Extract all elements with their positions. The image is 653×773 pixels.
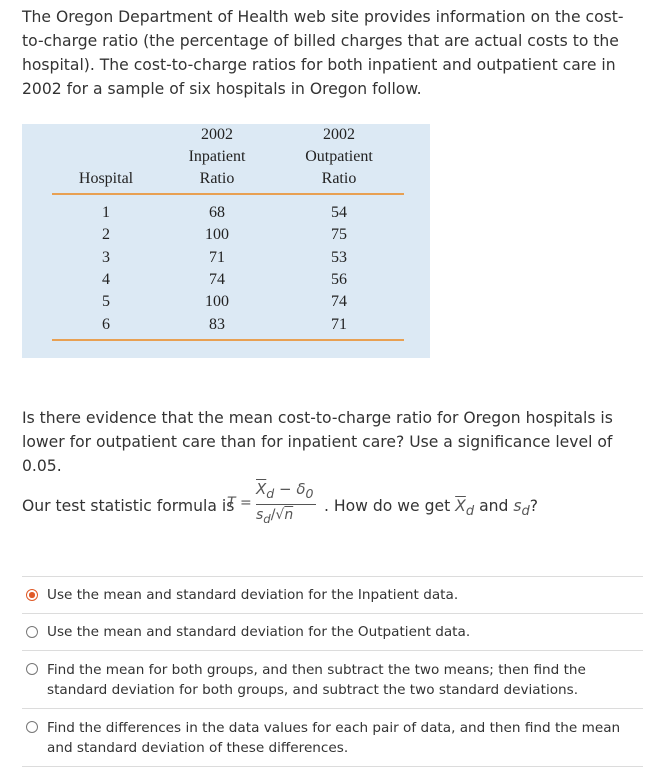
- answer-option-label: Find the differences in the data values for each pair of data, and then find the mean and standard deviation of these differences.: [47, 720, 621, 756]
- answer-option-label: Use the mean and standard deviation for the Inpatient data.: [47, 587, 459, 603]
- outpatient-ratio: 75: [331, 226, 347, 244]
- answer-options: [22, 576, 643, 767]
- answer-option-4[interactable]: [22, 708, 643, 767]
- outpatient-ratio: 74: [331, 293, 347, 311]
- outpatient-header-year: 2002: [323, 126, 355, 143]
- outpatient-ratio: 53: [331, 248, 347, 266]
- inpatient-ratio: 83: [209, 315, 225, 333]
- outpatient-header-label: Outpatient: [305, 148, 373, 165]
- hospital-number: 5: [102, 293, 110, 311]
- hospital-number: 2: [102, 226, 110, 244]
- formula-fraction: [252, 480, 322, 536]
- hospital-number: 4: [102, 270, 110, 288]
- inpatient-ratio: 68: [209, 204, 225, 221]
- formula-label: Our test statistic formula is: [22, 497, 235, 515]
- inpatient-ratio: 74: [209, 270, 225, 288]
- radio-selected-icon[interactable]: [26, 589, 38, 601]
- table-header-rule: [52, 193, 404, 195]
- formula-followup: . How do we get $\overline{X}_d$ and $s_d$?: [324, 497, 539, 520]
- inpatient-header-label: Inpatient: [188, 148, 246, 165]
- answer-option-label: Find the mean for both groups, and then subtract the two means; then find the standard deviation for both groups, and subtract the two standard deviations.: [47, 662, 586, 698]
- table-footer-rule: [52, 339, 404, 341]
- outpatient-ratio: 54: [331, 204, 347, 221]
- inpatient-ratio: 71: [209, 248, 225, 266]
- formula-lhs: T =: [227, 495, 252, 511]
- formula-denominator: $s_d/√n$: [256, 507, 294, 526]
- outpatient-ratio: 71: [331, 315, 347, 333]
- formula-numerator: $\overline{X}_d - \delta_0$: [256, 480, 314, 501]
- problem-intro: The Oregon Department of Health web site provides information on the cost-to-charge ratio (the percentage of billed charges that are actual costs to the hospital). The cost-to-charge ratios for both inpatient and outpatient care in 2002 for a sample of six hospitals in Oregon follow.: [22, 8, 624, 98]
- answer-option-3[interactable]: [22, 650, 643, 708]
- radio-unselected-icon[interactable]: [26, 721, 38, 733]
- formula-row: [22, 480, 637, 536]
- hospital-number: 1: [102, 204, 110, 221]
- inpatient-ratio: 100: [205, 226, 229, 244]
- inpatient-header-ratio: Ratio: [199, 170, 235, 187]
- hospital-header: Hospital: [78, 170, 134, 187]
- question-text: Is there evidence that the mean cost-to-charge ratio for Oregon hospitals is lower for outpatient care than for inpatient care? Use a significance level of 0.05.: [22, 409, 613, 475]
- answer-option-2[interactable]: [22, 613, 643, 650]
- answer-option-1[interactable]: [22, 576, 643, 613]
- radio-unselected-icon[interactable]: [26, 663, 38, 675]
- outpatient-header-ratio: Ratio: [321, 170, 357, 187]
- inpatient-ratio: 100: [205, 293, 229, 311]
- answer-option-label: Use the mean and standard deviation for the Outpatient data.: [47, 624, 471, 640]
- hospital-number: 6: [102, 315, 110, 333]
- hospital-number: 3: [102, 248, 110, 266]
- outpatient-ratio: 56: [331, 270, 347, 288]
- inpatient-header-year: 2002: [201, 126, 233, 143]
- fraction-bar: [256, 504, 316, 505]
- data-table: [22, 124, 430, 358]
- radio-unselected-icon[interactable]: [26, 626, 38, 638]
